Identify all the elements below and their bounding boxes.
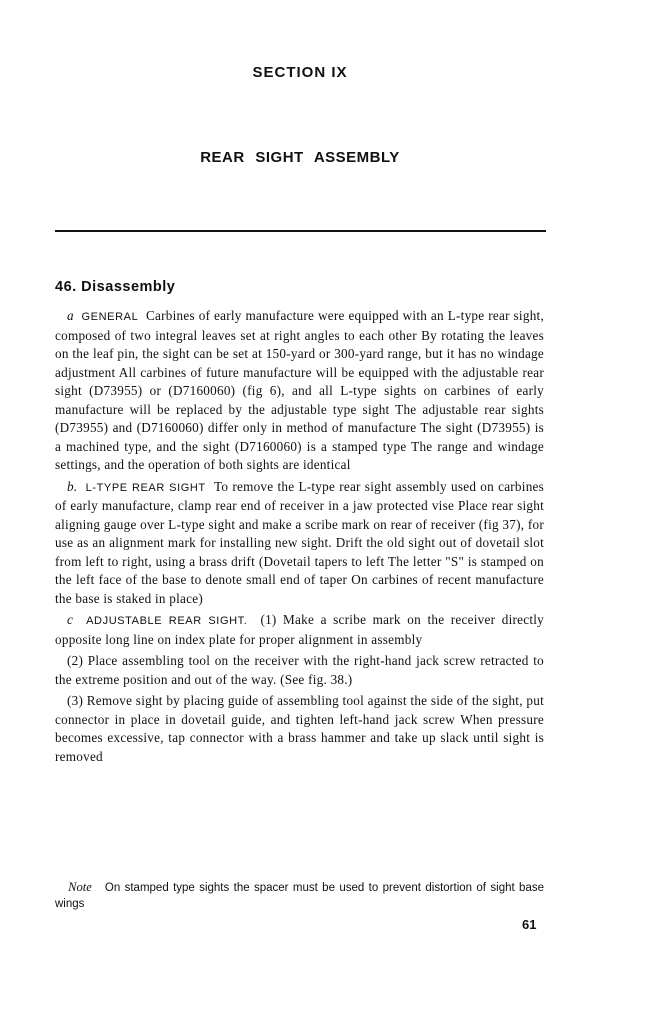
paragraph-a-letter: a [67,308,74,323]
paragraph-c-letter: c [67,612,74,627]
page-number: 61 [522,917,537,932]
note [55,879,544,912]
paragraph-b-letter: b. [67,478,78,494]
paragraph-c2: (2) Place assembling tool on the receiver with the right-hand jack screw retracted to the extreme position and out of the way. (See fig. 38.) [55,653,544,687]
paragraph-c-text: (1) Make a scribe mark on the receiver directly opposite long line on index plate for proper alignment in assembly [55,612,545,647]
body-text [55,307,544,766]
paragraph-b [55,478,544,609]
paragraph-a [55,307,544,475]
title-divider [55,230,546,232]
paragraph-b-text: To remove the L-type rear sight assembly used on carbines of early manufacture, clamp rear end of receiver in a jaw protected vise Place rear sight aligning gauge over L-type sight and make a scribe mark on rear of receiver (fig 37), for use as an alignment mark for installing new sight. Drift the old sight out of dovetail slot from left to right, using a brass drift (Dovetail tapers to left The letter "S" is stamped on the left face of the base to denote small end of taper On carbines of recent manufacture the base is staked in place) [55,478,545,606]
paragraph-c [55,611,544,649]
paragraph-a-label: GENERAL [81,311,139,323]
paragraph-c3: (3) Remove sight by placing guide of assembling tool against the side of the sight, put connector in place in dovetail guide, and tighten left-hand jack screw When pressure becomes excessive, tap connector with a brass hammer and take up slack until sight is removed [55,693,544,764]
paragraph-a-text: Carbines of early manufacture were equipped with an L-type rear sight, composed of two integral leaves set at right angles to each other By rotating the leaves on the leaf pin, the sight can be set at 150-yard or 300-yard range, but it has no windage adjustment All carbines of future manufacture will be equipped with the adjustable rear sight (D73955) or (D7160060) (fig 6), and all L-type sights on carbines of early manufacture will be replaced by the adjustable type sight The adjustable rear sights (D73955) and (D7160060) differ only in method of manufacture The sight (D73955) is a machined type, and the sight (D7160060) is a stamped type The range and windage settings, and the operation of both sights are identical [55,308,544,472]
paragraph-b-label: L-TYPE REAR SIGHT [85,481,206,494]
paragraph-heading: 46. Disassembly [55,279,176,295]
note-label: Note [68,880,92,894]
paragraph-c-label: ADJUSTABLE REAR SIGHT. [86,615,248,627]
note-text: On stamped type sights the spacer must be used to prevent distortion of sight base wings [55,882,544,910]
section-title: SECTION IX [252,64,348,81]
chapter-title: REAR SIGHT ASSEMBLY [200,149,400,166]
